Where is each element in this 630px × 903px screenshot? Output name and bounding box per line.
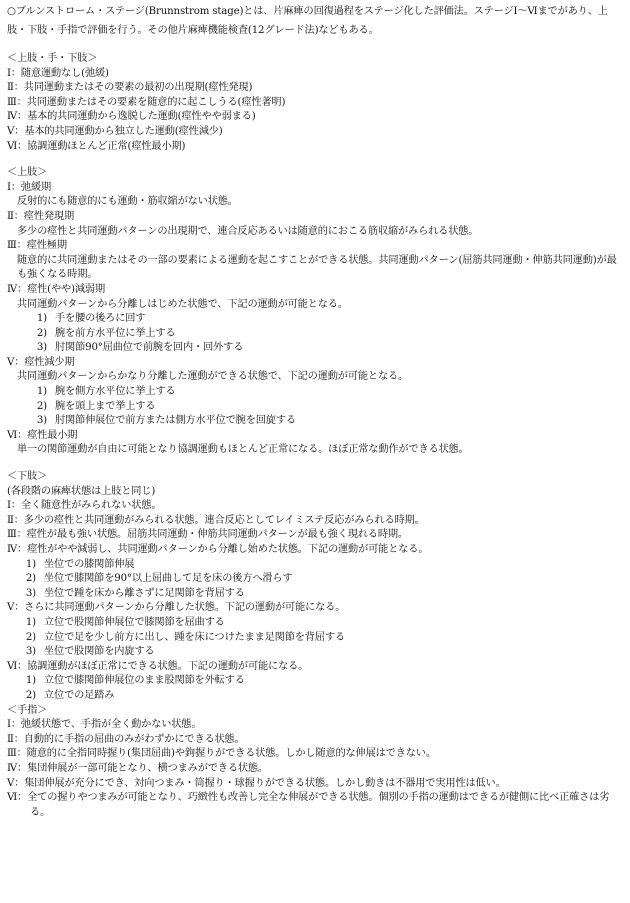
- lower-stage-4: Ⅳ：痙性がやや減弱し、共同運動パターンから分離し始めた状態。下記の運動が可能となる。: [7, 544, 429, 555]
- item-number: 1): [36, 386, 47, 398]
- spacer: [7, 458, 624, 470]
- finger-stage-1: Ⅰ：弛緩状態で、手指が全く動かない状態。: [7, 719, 202, 731]
- lower-stage-1: Ⅰ：全く随意性がみられない状態。: [7, 500, 162, 512]
- lower-stage-4-item: [7, 558, 624, 573]
- item-number: 3): [25, 646, 36, 658]
- item-number: 3): [36, 342, 47, 354]
- item-number: 2): [25, 631, 36, 643]
- lower-stage-6-item: [7, 689, 624, 704]
- lower-stage-4-item: [7, 572, 624, 587]
- summary-section: [7, 52, 624, 154]
- item-text: 肘関節伸展位で前方または側方水平位で腕を回旋する: [55, 415, 296, 427]
- upper-stage-1-desc: 反射的にも随意的にも運動・筋収縮がない状態。: [17, 196, 238, 208]
- upper-stage-6-desc: 単一の関節運動が自由に可能となり協調運動もほとんど正常になる。ほぼ正常な動作ができる状態。: [17, 444, 469, 456]
- lower-note: (各段階の麻痺状態は上肢と同じ): [7, 485, 156, 497]
- summary-heading: ＜上肢・手・下肢＞: [7, 53, 98, 64]
- lower-stage-5: Ⅴ：さらに共同運動パターンから分離した状態。下記の運動が可能になる。: [7, 602, 346, 614]
- item-text: 手を腰の後ろに回す: [55, 313, 146, 325]
- item-text: 坐位で膝関節を90°以上屈曲して足を床の後方へ滑らす: [44, 573, 293, 585]
- summary-stage-1: Ⅰ：随意運動なし(弛緩): [7, 67, 109, 79]
- lower-limb-section: [7, 470, 624, 704]
- upper-heading: ＜上肢＞: [7, 167, 48, 179]
- summary-stage-6: Ⅵ：協調運動ほとんど正常(痙性最小期): [7, 140, 186, 152]
- item-text: 立位で膝関節伸展位のまま股関節を外転する: [44, 675, 245, 687]
- summary-stage-2: Ⅱ：共同運動またはその要素の最初の出現期(痙性発現): [7, 82, 253, 94]
- lower-stage-4-item: [7, 587, 624, 602]
- upper-stage-2-title: Ⅱ：痙性発現期: [7, 210, 74, 222]
- finger-stage-4: Ⅳ：集団伸展が一部可能となり、横つまみができる状態。: [7, 762, 268, 774]
- item-number: 3): [25, 587, 36, 599]
- lower-stage-3: Ⅲ：痙性が最も強い状態。屈筋共同運動・伸筋共同運動パターンが最も強く現れる時期。: [7, 529, 408, 541]
- upper-stage-5-item: [7, 400, 624, 415]
- finger-stage-2: Ⅱ：自動的に手指の屈曲のみがわずかにできる状態。: [7, 733, 245, 745]
- item-number: 2): [25, 573, 36, 585]
- upper-stage-5-title: Ⅴ：痙性減少期: [7, 356, 75, 368]
- item-number: 3): [36, 415, 47, 427]
- item-text: 立位で股関節伸展位で膝関節を屈曲する: [44, 616, 225, 628]
- finger-stage-6: Ⅵ：全ての握りやつまみが可能となり、巧緻性も改善し完全な伸展ができる状態。個別の手指の運動はできるが健側に比べ正確さは劣る。: [7, 792, 610, 818]
- upper-stage-6-title: Ⅵ：痙性最小期: [7, 429, 78, 441]
- finger-stage-3: Ⅲ：随意的に全指同時握り(集団屈曲)や鉤握りができる状態。しかし随意的な伸展はできない。: [7, 748, 436, 760]
- upper-stage-4-item: [7, 312, 624, 327]
- item-text: 坐位で踵を床から離さずに足関節を背屈する: [44, 587, 245, 599]
- upper-stage-5-item: [7, 414, 624, 429]
- item-number: 1): [25, 675, 36, 687]
- finger-heading: ＜手指＞: [7, 704, 48, 716]
- item-text: 腕を側方水平位に挙上する: [55, 386, 176, 398]
- upper-stage-4-item: [7, 341, 624, 356]
- summary-stage-5: Ⅴ：基本的共同運動から独立した運動(痙性減少): [7, 125, 223, 137]
- upper-limb-section: [7, 166, 624, 458]
- item-text: 坐位で股関節を内旋する: [44, 646, 155, 658]
- item-text: 肘関節90°屈曲位で前腕を回内・回外する: [55, 342, 244, 354]
- upper-stage-3-desc: 随意的に共同運動またはその一部の要素による運動を起こすことができる状態。共同運動パターン(屈筋共同運動・伸筋共同運動)が最も強くなる時期。: [17, 254, 617, 281]
- lower-stage-5-item: [7, 631, 624, 646]
- lower-stage-5-item: [7, 616, 624, 631]
- lower-stage-6-item: [7, 674, 624, 689]
- spacer: [7, 40, 624, 52]
- item-text: 坐位での膝関節伸展: [44, 558, 135, 570]
- item-text: 腕を前方水平位に挙上する: [55, 327, 176, 339]
- intro-paragraph: ○ブルンストローム・ステージ(Brunnstrom stage)とは、片麻痺の回復過程をステージ化した評価法。ステージⅠ〜Ⅵまでがあり、上肢・下肢・手指で評価を行う。その他片麻痺機能検査(12グレード法)などもある。: [7, 6, 608, 36]
- item-text: 立位での足踏み: [44, 689, 115, 701]
- finger-section: [7, 704, 624, 821]
- upper-stage-2-desc: 多少の痙性と共同運動パターンの出現期で、連合反応あるいは随意的におこる筋収縮がみられる状態。: [17, 225, 479, 237]
- lower-stage-2: Ⅱ：多少の痙性と共同運動がみられる状態。連合反応としてレイミステ反応がみられる時期。: [7, 514, 425, 526]
- item-text: 立位で足を少し前方に出し、踵を床につけたまま足関節を背屈する: [44, 631, 345, 643]
- upper-stage-4-title: Ⅳ：痙性(やや)減弱期: [7, 283, 105, 295]
- item-number: 1): [25, 616, 36, 628]
- lower-stage-6: Ⅵ：協調運動がほぼ正常にできる状態。下記の運動が可能になる。: [7, 660, 309, 672]
- item-text: 腕を頭上まで挙上する: [55, 400, 156, 412]
- lower-stage-5-item: [7, 645, 624, 660]
- upper-stage-3-title: Ⅲ：痙性極期: [7, 240, 67, 252]
- upper-stage-4-desc: 共同運動パターンから分離しはじめた状態で、下記の運動が可能となる。: [17, 298, 348, 310]
- upper-stage-5-desc: 共同運動パターンからかなり分離した運動ができる状態で、下記の運動が可能となる。: [17, 371, 409, 383]
- summary-stage-3: Ⅲ：共同運動またはその要素を随意的に起こしうる(痙性著明): [7, 96, 286, 108]
- summary-stage-4: Ⅳ：基本的共同運動から逸脱した運動(痙性やや弱まる): [7, 111, 256, 123]
- upper-stage-5-item: [7, 385, 624, 400]
- item-number: 2): [25, 689, 36, 701]
- upper-stage-4-item: [7, 327, 624, 342]
- spacer: [7, 154, 624, 166]
- item-number: 2): [36, 327, 47, 339]
- finger-stage-5: Ⅴ：集団伸展が充分にでき、対向つまみ・筒握り・球握りができる状態。しかし動きは不器用で実用性は低い。: [7, 777, 506, 789]
- item-number: 1): [25, 558, 36, 570]
- item-number: 1): [36, 313, 47, 325]
- item-number: 2): [36, 400, 47, 412]
- upper-stage-1-title: Ⅰ：弛緩期: [7, 181, 52, 193]
- lower-heading: ＜下肢＞: [7, 471, 48, 483]
